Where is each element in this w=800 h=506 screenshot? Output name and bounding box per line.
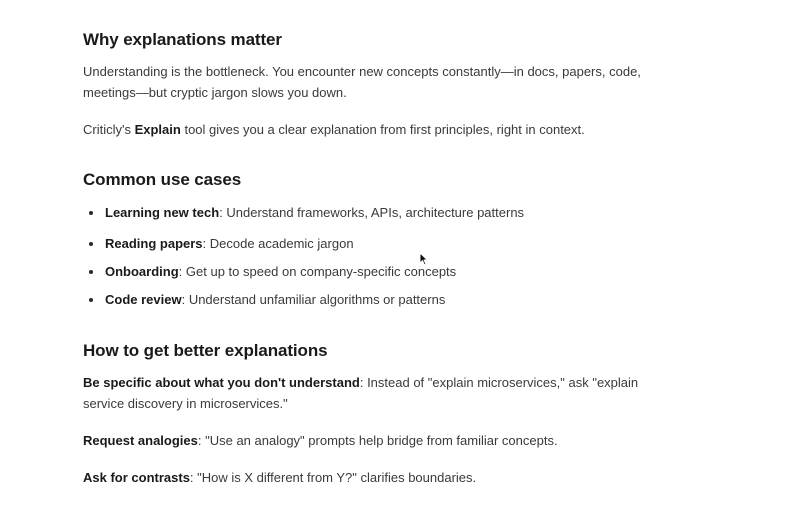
bullet-icon — [89, 211, 93, 215]
list-item-description: : Decode academic jargon — [202, 236, 354, 251]
heading-how-to-get-better-explanations: How to get better explanations — [83, 341, 328, 360]
bullet-icon — [89, 242, 93, 246]
heading-common-use-cases: Common use cases — [83, 170, 242, 189]
mouse-pointer-icon — [419, 252, 429, 266]
tip-title: Ask for contrasts — [83, 470, 190, 485]
tip-title: Be specific about what you don't understand — [83, 375, 360, 390]
paragraph-understanding: Understanding is the bottleneck. You encounter new concepts constantly—in docs, papers, code, meetings—but cryptic jargon slows you down. — [83, 64, 641, 100]
tip-paragraph — [83, 431, 558, 452]
list-item-title: Onboarding — [105, 264, 179, 279]
tip-paragraph — [83, 373, 663, 414]
tip-description: : "Use an analogy" prompts help bridge from familiar concepts. — [197, 433, 558, 448]
bullet-icon — [89, 298, 93, 302]
list-item-description: : Understand unfamiliar algorithms or patterns — [181, 292, 446, 307]
bullet-icon — [89, 270, 93, 274]
list-item-description: : Understand frameworks, APIs, architecture patterns — [219, 205, 525, 220]
paragraph-explain-suffix: tool gives you a clear explanation from first principles, right in context. — [180, 122, 585, 137]
tip-title: Request analogies — [83, 433, 198, 448]
heading-why-explanations-matter: Why explanations matter — [83, 30, 282, 49]
list-item-title: Reading papers — [105, 236, 203, 251]
tip-description: : Instead of "explain microservices," ask "explain service discovery in microservices." — [83, 375, 639, 411]
explain-tool-name: Explain — [134, 122, 181, 137]
list-item-title: Learning new tech — [105, 205, 220, 220]
tip-paragraph — [83, 468, 476, 489]
paragraph-explain-tool — [83, 120, 585, 141]
list-item-title: Code review — [105, 292, 182, 307]
tip-description: : "How is X different from Y?" clarifies boundaries. — [189, 470, 477, 485]
paragraph-explain-prefix: Criticly's — [83, 122, 135, 137]
list-item-description: : Get up to speed on company-specific concepts — [178, 264, 457, 279]
